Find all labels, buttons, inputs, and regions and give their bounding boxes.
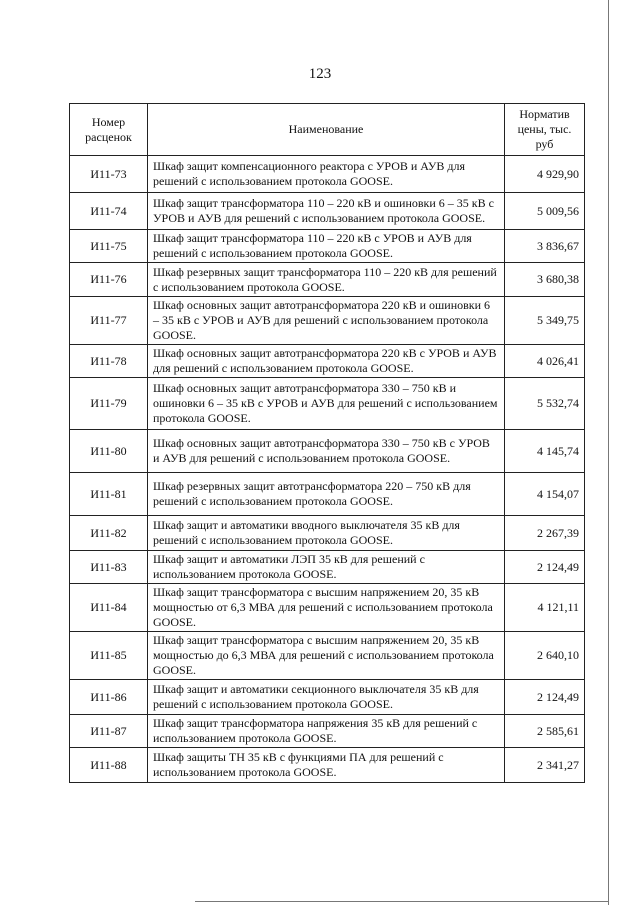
table-row: [70, 345, 585, 378]
row-price: 2 124,49: [505, 551, 585, 584]
header-price: Норматив цены, тыс. руб: [505, 104, 585, 156]
row-name: Шкаф основных защит автотрансформатора 220 кВ с УРОВ и АУВ для решений с использованием протокола GOOSE.: [148, 345, 505, 378]
row-name: Шкаф защит компенсационного реактора с УРОВ и АУВ для решений с использованием протокола GOOSE.: [148, 156, 505, 193]
row-code: И11-82: [70, 516, 148, 551]
row-price: 4 026,41: [505, 345, 585, 378]
row-price: 4 929,90: [505, 156, 585, 193]
table-row: [70, 297, 585, 345]
table-row: [70, 748, 585, 783]
row-price: 2 267,39: [505, 516, 585, 551]
table-row: [70, 430, 585, 473]
row-code: И11-80: [70, 430, 148, 473]
row-price: 3 680,38: [505, 263, 585, 297]
row-name: Шкаф защит трансформатора с высшим напряжением 20, 35 кВ мощностью от 6,3 МВА для решений с использованием протокола GOOSE.: [148, 584, 505, 632]
row-name: Шкаф защит трансформатора с высшим напряжением 20, 35 кВ мощностью до 6,3 МВА для решений с использованием протокола GOOSE.: [148, 632, 505, 680]
row-name: Шкаф защит и автоматики ЛЭП 35 кВ для решений с использованием протокола GOOSE.: [148, 551, 505, 584]
table-row: [70, 193, 585, 230]
page-edge-bottom: [195, 901, 609, 902]
header-number: Номер расценок: [70, 104, 148, 156]
page-number: 123: [308, 66, 332, 82]
row-code: И11-88: [70, 748, 148, 783]
row-code: И11-73: [70, 156, 148, 193]
row-code: И11-84: [70, 584, 148, 632]
row-name: Шкаф защит трансформатора 110 – 220 кВ с УРОВ и АУВ для решений с использованием протокола GOOSE.: [148, 230, 505, 263]
row-name: Шкаф защит трансформатора напряжения 35 кВ для решений с использованием протокола GOOSE.: [148, 715, 505, 748]
row-name: Шкаф основных защит автотрансформатора 220 кВ и ошиновки 6 – 35 кВ с УРОВ и АУВ для решений с использованием протокола GOOSE.: [148, 297, 505, 345]
table-row: [70, 230, 585, 263]
row-price: 3 836,67: [505, 230, 585, 263]
row-code: И11-83: [70, 551, 148, 584]
row-price: 2 640,10: [505, 632, 585, 680]
row-name: Шкаф резервных защит автотрансформатора 220 – 750 кВ для решений с использованием протокола GOOSE.: [148, 473, 505, 516]
table-row: [70, 584, 585, 632]
row-name: Шкаф защит трансформатора 110 – 220 кВ и ошиновки 6 – 35 кВ с УРОВ и АУВ для решений с использованием протокола GOOSE.: [148, 193, 505, 230]
row-name: Шкаф резервных защит трансформатора 110 – 220 кВ для решений с использованием протокола GOOSE.: [148, 263, 505, 297]
row-price: 5 532,74: [505, 378, 585, 430]
table-row: [70, 516, 585, 551]
row-price: 5 349,75: [505, 297, 585, 345]
header-name: Наименование: [148, 104, 505, 156]
table-row: [70, 551, 585, 584]
row-price: 4 154,07: [505, 473, 585, 516]
row-price: 2 124,49: [505, 680, 585, 715]
rates-table: [69, 103, 585, 783]
row-name: Шкаф основных защит автотрансформатора 330 – 750 кВ и ошиновки 6 – 35 кВ с УРОВ и АУВ для решений с использованием протокола GOOSE.: [148, 378, 505, 430]
row-price: 2 585,61: [505, 715, 585, 748]
table-header-row: [70, 104, 585, 156]
row-name: Шкаф защит и автоматики вводного выключателя 35 кВ для решений с использованием протокола GOOSE.: [148, 516, 505, 551]
row-code: И11-76: [70, 263, 148, 297]
row-name: Шкаф защиты ТН 35 кВ с функциями ПА для решений с использованием протокола GOOSE.: [148, 748, 505, 783]
table-row: [70, 263, 585, 297]
table-row: [70, 632, 585, 680]
row-code: И11-78: [70, 345, 148, 378]
table-row: [70, 378, 585, 430]
row-name: Шкаф основных защит автотрансформатора 330 – 750 кВ с УРОВ и АУВ для решений с использованием протокола GOOSE.: [148, 430, 505, 473]
row-code: И11-87: [70, 715, 148, 748]
row-price: 5 009,56: [505, 193, 585, 230]
row-code: И11-86: [70, 680, 148, 715]
table-row: [70, 156, 585, 193]
page-edge-right: [608, 0, 609, 905]
row-code: И11-85: [70, 632, 148, 680]
row-code: И11-74: [70, 193, 148, 230]
table-row: [70, 680, 585, 715]
row-code: И11-79: [70, 378, 148, 430]
row-name: Шкаф защит и автоматики секционного выключателя 35 кВ для решений с использованием протокола GOOSE.: [148, 680, 505, 715]
row-price: 4 121,11: [505, 584, 585, 632]
row-code: И11-75: [70, 230, 148, 263]
row-price: 4 145,74: [505, 430, 585, 473]
row-code: И11-81: [70, 473, 148, 516]
row-price: 2 341,27: [505, 748, 585, 783]
row-code: И11-77: [70, 297, 148, 345]
table-row: [70, 473, 585, 516]
table-row: [70, 715, 585, 748]
